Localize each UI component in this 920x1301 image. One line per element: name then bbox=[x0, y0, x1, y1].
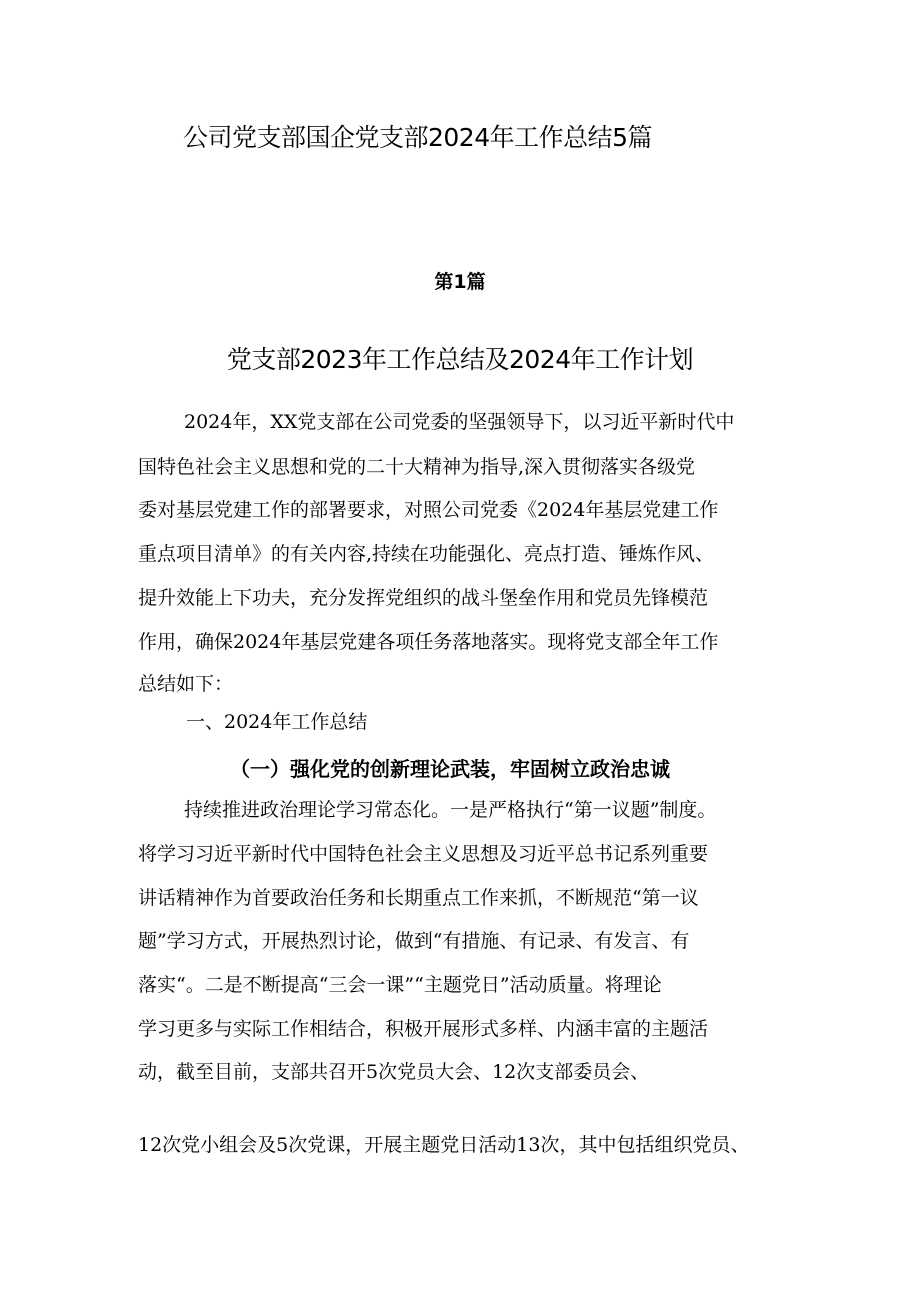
paragraph-line: 重点项目清单》的有关内容,持续在功能强化、亮点打造、锤炼作风、 bbox=[138, 543, 715, 565]
piece-title: 党支部2023年工作总结及2024年工作计划 bbox=[226, 345, 694, 374]
paragraph-line: 动，截至目前，支部共召开5次党员大会、12次支部委员会、 bbox=[138, 1061, 650, 1083]
paragraph-line-continued: 12次党小组会及5次党课，开展主题党日活动13次，其中包括组织党员、 bbox=[138, 1134, 750, 1156]
piece-number-label: 第1篇 bbox=[434, 271, 486, 293]
paragraph-line: 委对基层党建工作的部署要求，对照公司党委《2024年基层党建工作 bbox=[138, 499, 719, 521]
document-title: 公司党支部国企党支部2024年工作总结5篇 bbox=[183, 123, 653, 152]
paragraph-line: 提升效能上下功夫，充分发挥党组织的战斗堡垒作用和党员先锋模范 bbox=[138, 587, 709, 609]
paragraph-line: 持续推进政治理论学习常态化。一是严格执行“第一议题”制度。 bbox=[184, 799, 717, 821]
paragraph-line: 总结如下： bbox=[138, 673, 234, 695]
paragraph-line: 将学习习近平新时代中国特色社会主义思想及习近平总书记系列重要 bbox=[138, 843, 709, 865]
paragraph-line: 国特色社会主义思想和党的二十大精神为指导,深入贯彻落实各级党 bbox=[138, 456, 696, 478]
paragraph-line: 题”学习方式，开展热烈讨论，做到“有措施、有记录、有发言、有 bbox=[138, 930, 690, 952]
paragraph-line: 2024年，XX党支部在公司党委的坚强领导下，以习近平新时代中 bbox=[184, 411, 735, 433]
paragraph-line: 落实“。二是不断提高“三会一课”“主题党日”活动质量。将理论 bbox=[138, 974, 662, 996]
paragraph-line: 讲话精神作为首要政治任务和长期重点工作来抓，不断规范“第一议 bbox=[138, 887, 699, 909]
subsection-heading: （一）强化党的创新理论武装，牢固树立政治忠诚 bbox=[230, 757, 670, 781]
paragraph-line: 作用，确保2024年基层党建各项任务落地落实。现将党支部全年工作 bbox=[138, 631, 719, 653]
paragraph-line: 学习更多与实际工作相结合，积极开展形式多样、内涵丰富的主题活 bbox=[138, 1018, 709, 1040]
section-heading: 一、2024年工作总结 bbox=[186, 711, 368, 733]
